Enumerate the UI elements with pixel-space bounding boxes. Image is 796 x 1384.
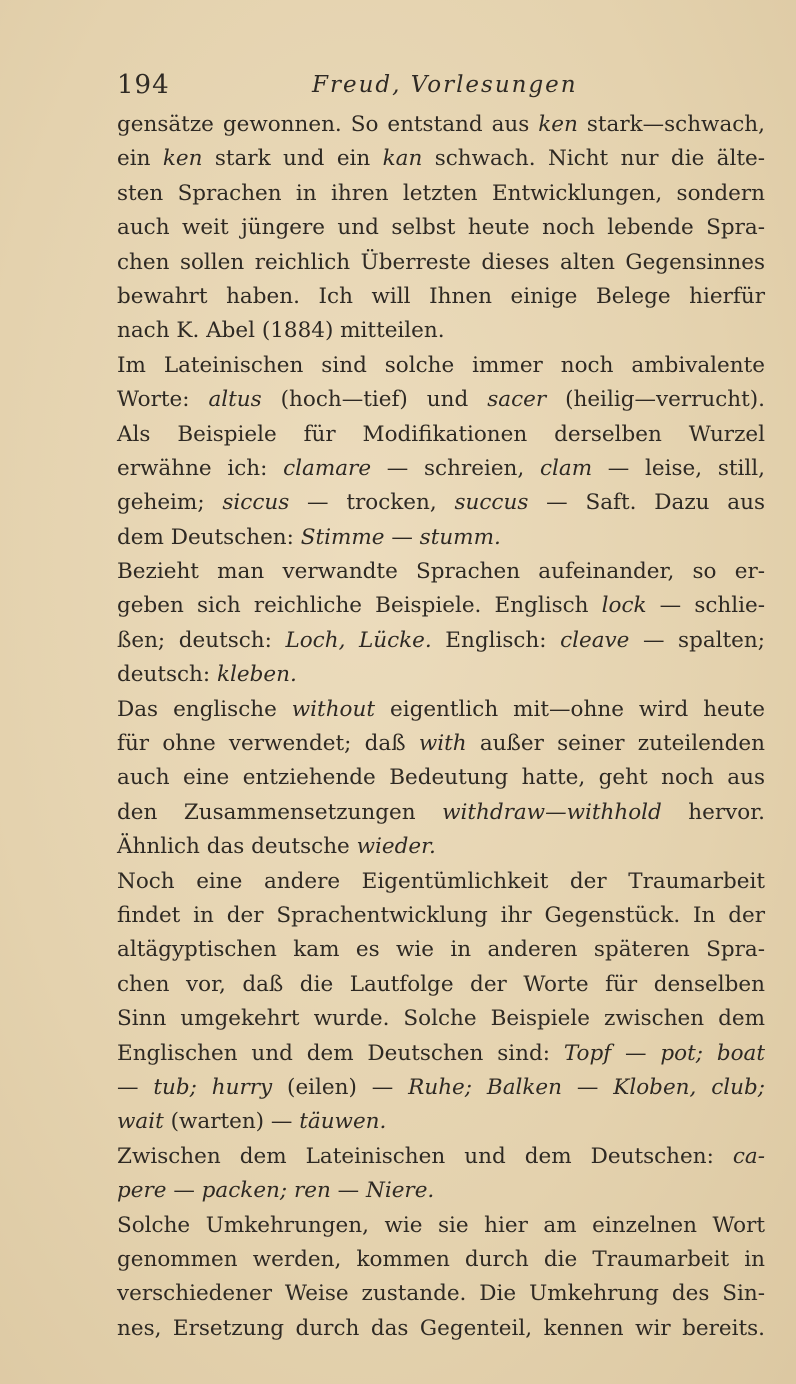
- text-line: [117, 589, 765, 623]
- body-text: [117, 108, 765, 1346]
- text-segment: geben sich reichliche Beispiele. Englisch: [117, 593, 602, 619]
- text-line: [117, 314, 765, 348]
- text-line: [117, 555, 765, 589]
- text-segment: (eilen) —: [272, 1074, 409, 1100]
- italic-term: clamare: [283, 455, 372, 481]
- italic-term: tub; hurry: [153, 1074, 273, 1100]
- text-line: [117, 383, 765, 417]
- text-segment: sten Sprachen in ihren letzten Entwicklungen, sondern: [117, 180, 765, 206]
- italic-term: clam: [539, 455, 593, 481]
- running-title: Freud, Vorlesungen: [312, 72, 578, 98]
- text-line: [117, 211, 765, 245]
- italic-term: Ruhe; Balken: [408, 1074, 563, 1100]
- text-segment: —: [384, 524, 420, 550]
- text-line: [117, 658, 765, 692]
- text-segment: Worte:: [117, 387, 209, 413]
- text-line: [117, 1209, 765, 1243]
- italic-term: täuwen.: [299, 1109, 387, 1135]
- text-line: [117, 1071, 765, 1105]
- italic-term: with: [418, 731, 467, 757]
- italic-term: without: [291, 696, 375, 722]
- text-segment: —: [611, 1040, 661, 1066]
- text-segment: — spalten;: [629, 627, 765, 653]
- text-line: [117, 1037, 765, 1071]
- text-segment: nes, Ersetzung durch das Gegenteil, kennen wir bereits.: [117, 1315, 765, 1341]
- text-line: [117, 1105, 765, 1139]
- text-segment: (hoch—tief) und: [261, 387, 488, 413]
- text-segment: auch eine entziehende Bedeutung hatte, geht noch aus: [117, 765, 765, 791]
- text-segment: stark—schwach,: [577, 112, 765, 137]
- text-segment: — trocken,: [289, 490, 455, 516]
- italic-term: packen; ren: [201, 1178, 331, 1204]
- text-segment: deutsch:: [117, 662, 217, 688]
- text-segment: gensätze gewonnen. So entstand aus: [117, 112, 539, 137]
- text-segment: Als Beispiele für Modifikationen derselben Wurzel: [117, 421, 765, 447]
- text-line: [117, 796, 765, 830]
- italic-term: wieder.: [356, 834, 436, 860]
- italic-term: kleben.: [216, 662, 297, 688]
- text-segment: verschiedener Weise zustande. Die Umkehrung des Sin-: [117, 1281, 765, 1307]
- text-segment: chen sollen reichlich Überreste dieses alten Gegensinnes: [117, 249, 765, 275]
- text-segment: geheim;: [117, 490, 223, 516]
- text-segment: —: [562, 1074, 614, 1100]
- text-line: [117, 1243, 765, 1277]
- text-line: [117, 177, 765, 211]
- text-line: [117, 1312, 765, 1346]
- text-segment: ein: [117, 146, 163, 172]
- text-line: [117, 761, 765, 795]
- text-segment: den Zusammensetzungen: [117, 799, 443, 825]
- text-segment: Englischen und dem Deutschen sind:: [117, 1040, 564, 1066]
- text-segment: Englisch:: [431, 627, 561, 653]
- italic-term: cleave: [560, 627, 630, 653]
- italic-term: ken: [162, 146, 203, 172]
- italic-term: Niere.: [366, 1178, 435, 1204]
- italic-term: stumm.: [419, 524, 501, 550]
- text-segment: eigentlich mit—ohne wird heute: [374, 696, 765, 722]
- text-segment: Das englische: [117, 696, 292, 722]
- text-segment: auch weit jüngere und selbst heute noch lebende Spra-: [117, 215, 765, 241]
- text-segment: Solche Umkehrungen, wie sie hier am einzelnen Wort: [117, 1212, 765, 1238]
- italic-term: withdraw—withhold: [442, 799, 662, 825]
- text-line: [117, 693, 765, 727]
- italic-term: Stimme: [300, 524, 385, 550]
- text-segment: — Saft. Dazu aus: [528, 490, 765, 516]
- text-line: [117, 280, 765, 314]
- italic-term: ca-: [732, 1143, 765, 1169]
- text-segment: — schlie-: [646, 593, 765, 619]
- text-line: [117, 830, 765, 864]
- italic-term: Loch, Lücke.: [285, 627, 432, 653]
- page-number: 194: [117, 70, 170, 100]
- text-segment: für ohne verwendet; daß: [117, 731, 419, 757]
- text-segment: bewahrt haben. Ich will Ihnen einige Belege hierfür: [117, 283, 765, 309]
- text-segment: — leise, still,: [592, 455, 765, 481]
- text-line: [117, 246, 765, 280]
- text-line: [117, 1277, 765, 1311]
- text-segment: dem Deutschen:: [117, 524, 301, 550]
- text-segment: außer seiner zuteilenden: [466, 731, 765, 757]
- text-line: [117, 865, 765, 899]
- text-segment: Im Lateinischen sind solche immer noch ambivalente: [117, 352, 765, 378]
- text-segment: altägyptischen kam es wie in anderen späteren Spra-: [117, 937, 765, 963]
- text-line: [117, 452, 765, 486]
- text-line: [117, 1002, 765, 1036]
- text-line: [117, 486, 765, 520]
- italic-term: siccus: [222, 490, 290, 516]
- text-segment: findet in der Sprachentwicklung ihr Gegenstück. In der: [117, 902, 765, 928]
- italic-term: altus: [208, 387, 262, 413]
- text-line: [117, 1174, 765, 1208]
- text-segment: (warten) —: [163, 1109, 300, 1135]
- italic-term: Topf: [563, 1040, 612, 1066]
- text-line: [117, 1140, 765, 1174]
- italic-term: pot; boat: [660, 1040, 765, 1066]
- italic-term: pere: [117, 1178, 167, 1204]
- text-segment: Ähnlich das deutsche: [117, 834, 357, 860]
- italic-term: Kloben, club;: [613, 1074, 766, 1100]
- text-segment: Zwischen dem Lateinischen und dem Deutschen:: [117, 1143, 733, 1169]
- text-line: [117, 108, 765, 142]
- text-segment: chen vor, daß die Lautfolge der Worte für denselben: [117, 971, 765, 997]
- text-line: [117, 933, 765, 967]
- text-line: [117, 418, 765, 452]
- text-segment: Noch eine andere Eigentümlichkeit der Traumarbeit: [117, 868, 765, 894]
- text-segment: Sinn umgekehrt wurde. Solche Beispiele zwischen dem: [117, 1006, 765, 1032]
- italic-term: wait: [117, 1109, 164, 1135]
- italic-term: kan: [382, 146, 423, 172]
- text-segment: —: [330, 1178, 366, 1204]
- text-segment: Bezieht man verwandte Sprachen aufeinander, so er-: [117, 559, 765, 585]
- text-segment: hervor.: [661, 799, 765, 825]
- text-line: [117, 624, 765, 658]
- text-segment: nach K. Abel (1884) mitteilen.: [117, 318, 445, 344]
- text-segment: ßen; deutsch:: [117, 627, 286, 653]
- text-line: [117, 727, 765, 761]
- text-segment: stark und ein: [202, 146, 383, 172]
- text-line: [117, 142, 765, 176]
- italic-term: succus: [454, 490, 529, 516]
- text-segment: —: [166, 1178, 202, 1204]
- italic-term: sacer: [487, 387, 547, 413]
- text-segment: genommen werden, kommen durch die Traumarbeit in: [117, 1246, 765, 1272]
- text-line: [117, 349, 765, 383]
- italic-term: ken: [538, 112, 578, 137]
- text-line: [117, 899, 765, 933]
- text-segment: — schreien,: [371, 455, 540, 481]
- text-segment: schwach. Nicht nur die älte-: [422, 146, 765, 172]
- text-line: [117, 521, 765, 555]
- page-header: [117, 70, 782, 110]
- text-segment: (heilig—verrucht).: [546, 387, 765, 413]
- text-segment: erwähne ich:: [117, 455, 284, 481]
- text-segment: —: [117, 1074, 154, 1100]
- italic-term: lock: [601, 593, 647, 619]
- text-line: [117, 968, 765, 1002]
